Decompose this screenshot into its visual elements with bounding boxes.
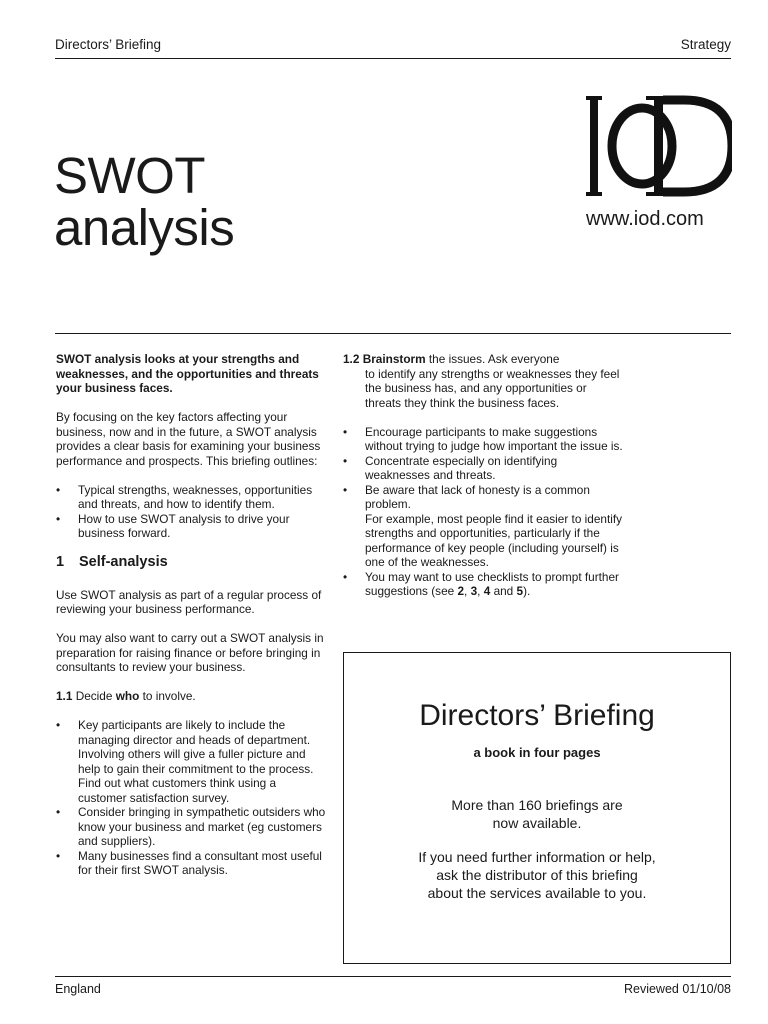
paragraph: You may also want to carry out a SWOT analysis in preparation for raising finance or before bringing in consultants to review your business. [56,631,324,674]
section-reference: 4 [483,584,491,598]
title-line-1: SWOT [54,147,205,204]
intro-summary: SWOT analysis looks at your strengths and weaknesses, and the opportunities and threats your business faces. [56,352,319,395]
promo-line: If you need further information or help, [418,849,656,865]
subsection-continuation: to identify any strengths or weaknesses they feel the business has, and any opportunities or threats they think the business faces. [365,366,620,410]
subsection-keyword: who [115,689,140,703]
brainstorm-list [343,425,623,599]
section-reference: 2 [457,584,465,598]
subsection-text: to involve. [142,689,196,703]
list-item: • Consider bringing in sympathetic outsiders who know your business and market (eg customers and suppliers). [56,805,326,849]
list-item [56,718,326,805]
document-title [54,147,235,256]
subsection-text: Decide [75,689,113,703]
participants-list [56,718,326,878]
section-heading [56,555,326,570]
subsection-1-1 [56,689,326,704]
iod-logo [586,94,732,198]
promo-subtitle: a book in four pages [473,745,601,760]
list-item [343,570,623,599]
header-category: Strategy [680,37,731,52]
list-item: • Many businesses find a consultant most useful for their first SWOT analysis. [56,849,326,878]
footer-review-date: Reviewed 01/10/08 [623,982,731,996]
footer-region: England [55,982,101,996]
list-item-text: Be aware that lack of honesty is a common problem. [365,482,590,511]
right-column [343,352,623,599]
left-column [56,352,326,878]
list-item: • Concentrate especially on identifying weaknesses and threats. [343,454,623,483]
list-item-note: Find out what customers think using a customer satisfaction survey. [78,776,277,805]
subsection-1-2 [343,352,623,410]
website-url: www.iod.com [586,208,704,230]
promo-contact [344,848,730,902]
promo-line: about the services available to you. [427,885,647,901]
section-reference: 3 [470,584,478,598]
intro-paragraph: By focusing on the key factors affecting your business, now and in the future, a SWOT analysis provides a clear basis for examining your business performance and prospects. This briefing outlines: [56,410,321,468]
subsection-number: 1.1 [56,689,73,703]
separator: and [493,584,514,598]
subsection-keyword: Brainstorm [362,352,426,366]
outline-item: • Typical strengths, weaknesses, opportunities and threats, and how to identify them. [56,483,326,512]
paragraph: Use SWOT analysis as part of a regular process of reviewing your business performance. [56,587,322,616]
list-item: • Encourage participants to make suggestions without trying to judge how important the issue is. [343,425,623,454]
list-item-note: For example, most people find it easier to identify strengths and opportunities, particularly if the performance of key people (including yourself) is one of the weaknesses. [365,511,623,569]
header-series: Directors’ Briefing [55,37,162,52]
subsection-text: the issues. Ask everyone [428,352,560,366]
section-number: 1 [56,554,65,570]
separator: ). [523,584,531,598]
promo-line: More than 160 briefings are [451,797,623,813]
promo-line: ask the distributor of this briefing [436,867,638,883]
outline-item: • How to use SWOT analysis to drive your business forward. [56,512,326,541]
title-line-2: analysis [54,199,235,256]
section-reference: 5 [516,584,524,598]
separator: , [464,584,468,598]
title-divider [55,333,731,334]
list-item-text: You may want to use checklists to prompt further suggestions (see [365,569,619,598]
list-item-note: Involving others will give a fuller picture and help to gain their commitment to the process. [78,747,314,776]
section-title: Self-analysis [79,554,168,570]
list-item [343,483,623,570]
promo-title: Directors’ Briefing [419,699,655,732]
list-item-text: Key participants are likely to include the managing director and heads of department. [78,718,311,747]
outline-list [56,483,326,541]
promo-availability [344,796,730,832]
separator: , [477,584,481,598]
page-header [55,37,731,59]
subsection-number: 1.2 [343,352,360,366]
page-footer [55,976,731,996]
promo-box [343,652,731,964]
promo-line: now available. [492,815,582,831]
